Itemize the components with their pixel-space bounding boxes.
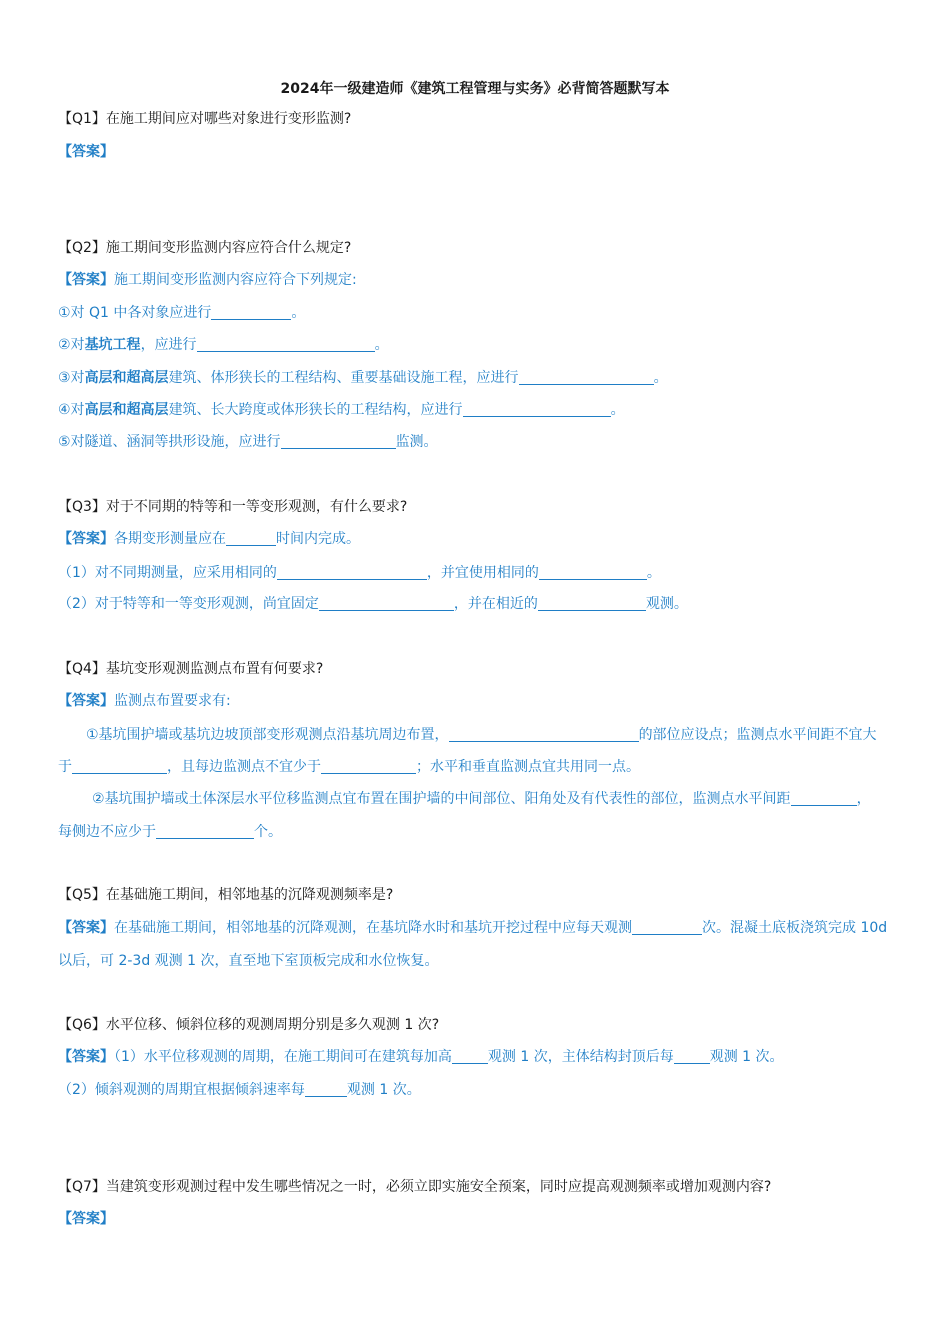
blank-field[interactable]	[72, 759, 167, 774]
blank-field[interactable]	[452, 1049, 488, 1064]
answer-label-q7: 【答案】	[58, 1211, 114, 1227]
blank-field[interactable]	[463, 402, 611, 417]
answer-q2-item2	[58, 336, 898, 354]
blank-field[interactable]	[156, 824, 254, 839]
answer-text: 。	[291, 305, 306, 321]
answer-text: ，	[856, 791, 871, 807]
answer-text: （2）倾斜观测的周期宜根据倾斜速率每	[58, 1082, 305, 1098]
answer-text: ，并在相近的	[453, 596, 538, 612]
answer-text: ①对 Q1 中各对象应进行	[58, 305, 212, 321]
answer-text: 于	[58, 759, 72, 775]
answer-q4-p1-line2	[58, 758, 898, 776]
blank-field[interactable]	[211, 305, 291, 320]
answer-text: 建筑、长大跨度或体形狭长的工程结构，应进行	[168, 402, 463, 418]
answer-q2-item4	[58, 401, 898, 419]
answer-label-q1: 【答案】	[58, 144, 114, 160]
answer-text: 施工期间变形监测内容应符合下列规定:	[114, 272, 357, 288]
answer-text: 建筑、体形狭长的工程结构、重要基础设施工程，应进行	[168, 370, 519, 386]
page-title: 2024年一级建造师《建筑工程管理与实务》必背简答题默写本	[280, 81, 670, 97]
answer-text: 。	[646, 565, 661, 581]
blank-field[interactable]	[632, 920, 702, 935]
answer-text: ②对	[58, 337, 85, 353]
blank-field[interactable]	[305, 1082, 347, 1097]
blank-field[interactable]	[226, 531, 276, 546]
answer-text: ，应进行	[140, 337, 197, 353]
answer-label: 【答案】	[58, 920, 114, 936]
answer-text: 。	[610, 402, 625, 418]
answer-q3-line2	[58, 595, 898, 613]
answer-text: （1）对不同期测量，应采用相同的	[58, 565, 277, 581]
blank-field[interactable]	[281, 434, 396, 449]
answer-text: ；水平和垂直监测点宜共用同一点。	[416, 759, 640, 775]
answer-text: 观测 1 次。	[346, 1082, 421, 1098]
answer-text: ，并宜使用相同的	[426, 565, 539, 581]
answer-text: 时间内完成。	[276, 531, 360, 547]
blank-field[interactable]	[538, 596, 646, 611]
answer-q5-line1	[58, 919, 898, 937]
blank-field[interactable]	[277, 565, 427, 580]
answer-bold-text: 基坑工程	[84, 337, 141, 353]
answer-label: 【答案】	[58, 531, 114, 547]
answer-q5-line2: 以后，可 2-3d 观测 1 次，直至地下室顶板完成和水位恢复。	[58, 953, 439, 969]
answer-text: ①基坑围护墙或基坑边坡顶部变形观测点沿基坑周边布置，	[86, 727, 449, 743]
blank-field[interactable]	[791, 791, 857, 806]
answer-text: ，且每边监测点不宜少于	[167, 759, 321, 775]
answer-text: ⑤对隧道、涵洞等拱形设施，应进行	[58, 434, 281, 450]
question-q7: 【Q7】当建筑变形观测过程中发生哪些情况之一时，必须立即实施安全预案，同时应提高观测频率或增加观测内容?	[58, 1179, 772, 1195]
answer-text: 在基础施工期间，相邻地基的沉降观测，在基坑降水时和基坑开挖过程中应每天观测	[114, 920, 632, 936]
answer-q4-p2-line1	[92, 790, 898, 808]
answer-q6-line1	[58, 1048, 898, 1066]
answer-text: ③对	[58, 370, 85, 386]
answer-q4-p1-line1	[86, 726, 898, 744]
answer-q4-intro	[58, 692, 898, 710]
answer-q4-p2-line2	[58, 823, 898, 841]
question-q2: 【Q2】施工期间变形监测内容应符合什么规定?	[58, 240, 352, 256]
answer-text: 观测。	[645, 596, 688, 612]
blank-field[interactable]	[674, 1049, 710, 1064]
answer-q2-item3	[58, 369, 898, 387]
answer-q2-item5	[58, 433, 898, 451]
answer-bold-text: 高层和超高层	[84, 402, 169, 418]
blank-field[interactable]	[519, 370, 654, 385]
answer-bold-text: 高层和超高层	[84, 370, 169, 386]
answer-text: 次。混凝土底板浇筑完成 10d	[702, 920, 888, 936]
answer-text: ④对	[58, 402, 85, 418]
question-q5: 【Q5】在基础施工期间，相邻地基的沉降观测频率是?	[58, 887, 394, 903]
answer-text: （1）水平位移观测的周期，在施工期间可在建筑每加高	[114, 1049, 452, 1065]
answer-text: 。	[653, 370, 668, 386]
answer-label: 【答案】	[58, 693, 114, 709]
answer-text: 。	[374, 337, 389, 353]
question-q1: 【Q1】在施工期间应对哪些对象进行变形监测?	[58, 111, 352, 127]
answer-q3-line0	[58, 530, 898, 548]
answer-q2-intro	[58, 271, 898, 289]
answer-label: 【答案】	[58, 1049, 114, 1065]
answer-q6-line2	[58, 1081, 898, 1099]
question-q4: 【Q4】基坑变形观测监测点布置有何要求?	[58, 661, 324, 677]
answer-text: 观测 1 次，主体结构封顶后每	[487, 1049, 674, 1065]
answer-text: 的部位应设点；监测点水平间距不宜大	[638, 727, 877, 743]
answer-text: 观测 1 次。	[709, 1049, 784, 1065]
answer-text: 每侧边不应少于	[58, 824, 156, 840]
answer-text: 监测点布置要求有:	[114, 693, 231, 709]
answer-text: 各期变形测量应在	[114, 531, 226, 547]
blank-field[interactable]	[319, 596, 454, 611]
answer-text: （2）对于特等和一等变形观测，尚宜固定	[58, 596, 319, 612]
answer-label: 【答案】	[58, 272, 114, 288]
question-q3: 【Q3】对于不同期的特等和一等变形观测，有什么要求?	[58, 499, 408, 515]
answer-text: 监测。	[395, 434, 438, 450]
answer-q2-item1	[58, 304, 898, 322]
blank-field[interactable]	[539, 565, 647, 580]
answer-q3-line1	[58, 564, 898, 582]
blank-field[interactable]	[449, 727, 639, 742]
answer-text: ②基坑围护墙或土体深层水平位移监测点宜布置在围护墙的中间部位、阳角处及有代表性的部位，监测点水平间距	[92, 791, 791, 807]
blank-field[interactable]	[197, 337, 375, 352]
blank-field[interactable]	[321, 759, 416, 774]
answer-text: 个。	[254, 824, 282, 840]
question-q6: 【Q6】水平位移、倾斜位移的观测周期分别是多久观测 1 次?	[58, 1017, 440, 1033]
